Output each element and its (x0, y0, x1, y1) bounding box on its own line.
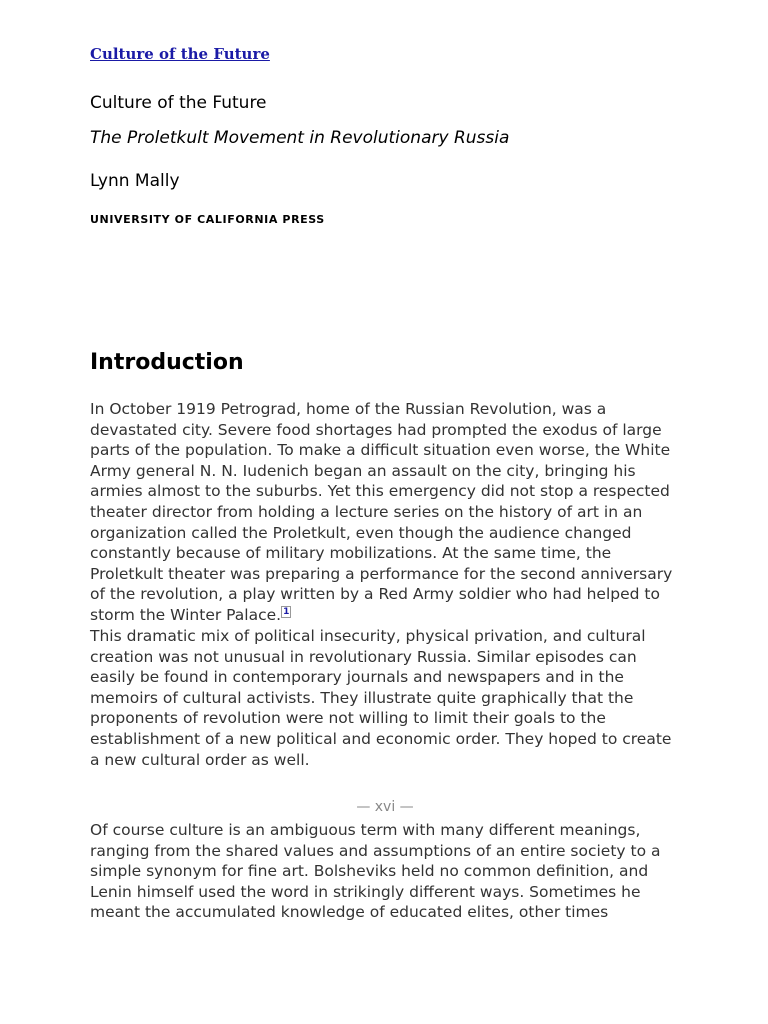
book-title: Culture of the Future (90, 93, 267, 113)
paragraph-2: This dramatic mix of political insecurity, physical privation, and cultural creation was not unusual in revolutionary Russia. Similar episodes can easily be found in contemporary journals and newspapers and in the memoirs of cultural activists. They illustrate quite graphically that the proponents of revolution were not willing to limit their goals to the establishment of a new political and economic order. They hoped to create a new cultural order as well. (90, 627, 672, 769)
paragraph-1 (90, 399, 680, 626)
page-number-marker: — xvi — (356, 799, 414, 815)
book-title-link[interactable]: Culture of the Future (90, 45, 270, 63)
book-publisher: UNIVERSITY OF CALIFORNIA PRESS (90, 213, 325, 226)
paragraph-1-text: In October 1919 Petrograd, home of the Russian Revolution, was a devastated city. Severe food shortages had prompted the exodus of large parts of the population. To make a difficult situation even worse, the White Army general N. N. Iudenich began an assault on the city, bringing his armies almost to the suburbs. Yet this emergency did not stop a respected theater director from holding a lecture series on the history of art in an organization called the Proletkult, even though the audience changed constantly because of military mobilizations. At the same time, the Proletkult theater was preparing a performance for the second anniversary of the revolution, a play written by a Red Army soldier who had helped to storm the Winter Palace. (90, 400, 673, 624)
paragraph-3: Of course culture is an ambiguous term with many different meanings, ranging from the shared values and assumptions of an entire society to a simple synonym for fine art. Bolsheviks held no common definition, and Lenin himself used the word in strikingly different ways. Sometimes he meant the accumulated knowledge of educated elites, other times (90, 821, 661, 922)
book-author: Lynn Mally (90, 171, 180, 191)
footnote-link[interactable]: 1 (283, 606, 290, 617)
chapter-heading: Introduction (90, 350, 244, 375)
book-subtitle: The Proletkult Movement in Revolutionary Russia (90, 128, 510, 148)
